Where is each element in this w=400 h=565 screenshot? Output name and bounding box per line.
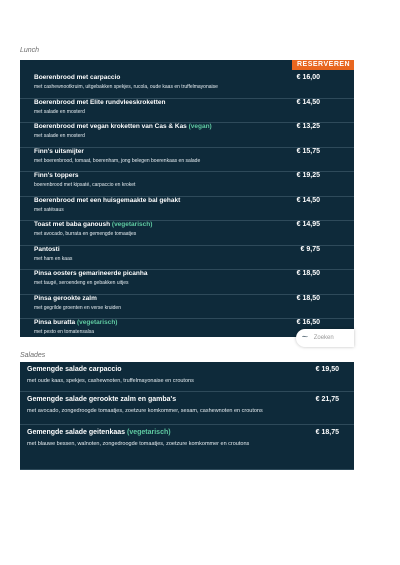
salad-menu-item [20,425,354,470]
item-name-text: Boerenbrood met een huisgemaakte bal gehakt [34,196,181,204]
item-name [34,221,152,228]
item-name-text: Finn's toppers [34,172,79,179]
item-name [34,319,117,326]
lunch-menu-panel [20,60,354,337]
item-description: met oude kaas, spekjes, cashewnoten, truffelmayonaise en croutons [27,378,194,384]
lunch-menu-item [20,221,354,246]
item-description: met salade en mosterd [34,108,85,115]
item-description: met taugé, seroendeng en gebakken uitjes [34,280,129,286]
item-price: € 14,50 [296,196,320,204]
item-name-text: Pantosti [34,245,60,253]
item-price: € 14,95 [296,221,320,228]
item-description: met satésaus [34,206,64,213]
chat-wave-icon: 〜 [302,335,309,341]
lunch-menu-item [20,74,354,99]
lunch-menu-item [20,123,354,148]
lunch-menu-item [20,148,354,173]
reserve-button[interactable]: RESERVEREN [292,60,354,70]
item-name [34,295,97,302]
item-diet-tag: (vegan) [188,123,212,130]
item-description: met avocado, burrata en gemengde tomaatjes [34,231,137,237]
item-name-text: Finn's uitsmijter [34,147,84,155]
item-name [27,366,122,373]
item-price: € 15,75 [296,147,320,155]
lunch-menu-item [20,172,354,197]
lunch-menu-item [20,99,354,124]
lunch-menu-item [20,270,354,295]
item-name [34,197,180,204]
item-name [34,172,79,179]
lunch-menu-item [20,295,354,320]
item-name-text: Pinsa gerookte zalm [34,294,97,302]
item-price: € 19,25 [296,172,320,179]
lunch-menu-item [20,246,354,271]
salad-menu-panel [20,362,354,470]
item-name-text: Boerenbrood met vegan kroketten van Cas & Kas [34,123,187,130]
item-description: met pesto en tomatensalsa [34,329,95,335]
item-diet-tag: (vegetarisch) [111,221,153,228]
lunch-menu-item [20,197,354,222]
chat-widget-label: Zoeken [313,335,334,341]
item-price: € 18,75 [315,429,339,436]
item-name [34,270,147,277]
item-name [34,74,120,81]
item-price: € 18,50 [296,294,320,302]
item-name-text: Pinsa oosters gemarineerde picanha [34,270,148,277]
item-name [27,429,171,436]
item-description: met boerenbrood, tomaat, boerenham, jong belegen boerenkaas en salade [34,157,201,164]
item-price: € 13,25 [296,123,320,130]
item-diet-tag: (vegetarisch) [77,319,118,326]
section-label-salades: Salades [20,352,46,359]
item-price: € 16,00 [296,74,320,81]
item-name [34,148,84,155]
section-label-lunch: Lunch [20,47,40,54]
item-description: boerenbrood met kipsaté, carpaccio en kroket [34,182,136,188]
chat-widget[interactable] [296,329,354,347]
salad-menu-item [20,362,354,392]
item-price: € 16,50 [296,319,320,326]
item-diet-tag: (vegetarisch) [127,429,171,436]
item-price: € 21,75 [315,396,339,403]
item-price: € 14,50 [296,98,320,106]
item-price: € 19,50 [315,366,339,373]
item-name-text: Gemengde salade gerookte zalm en gamba's [27,396,177,403]
item-price: € 9,75 [300,245,320,253]
item-name [27,396,176,403]
item-name-text: Boerenbrood met carpaccio [34,74,121,81]
item-name-text: Gemengde salade carpaccio [27,366,122,373]
item-name-text: Toast met baba ganoush [34,221,111,228]
item-name-text: Gemengde salade geitenkaas [27,429,126,436]
item-description: met avocado, zongedroogde tomaatjes, zoetzure komkommer, sesam, cashewnoten en croutons [27,408,263,414]
item-description: met salade en mosterd [34,133,85,139]
item-price: € 18,50 [296,270,320,277]
item-description: met ham en kaas [34,255,73,262]
item-name [34,246,60,253]
item-name [34,123,212,130]
item-description: met gegrilde groenten en verse kruiden [34,304,121,311]
item-name [34,99,165,106]
salad-menu-item [20,392,354,425]
item-description: met blauwe bessen, walnoten, zongedroogde tomaatjes, zoetzure komkommer en croutons [27,441,250,447]
item-name-text: Pinsa buratta [34,319,76,326]
item-description: met cashewnootkruim, uitgebakken spekjes, rucola, oude kaas en truffelmayonaise [34,84,218,90]
item-name-text: Boerenbrood met Elite rundvleeskroketten [34,98,166,106]
